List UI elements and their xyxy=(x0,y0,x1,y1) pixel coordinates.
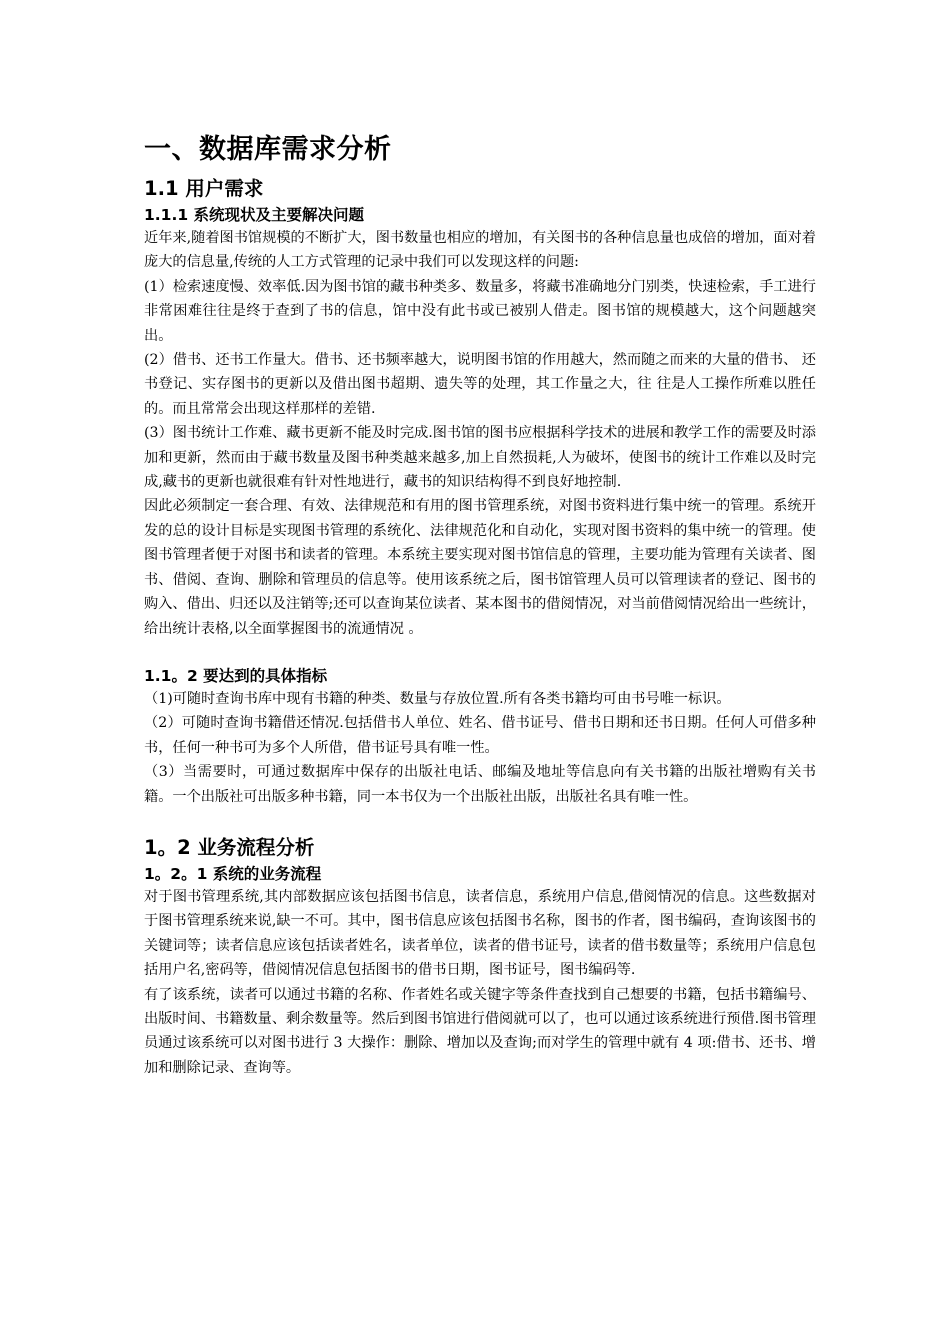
section-heading-1-1: 1.1 用户需求 xyxy=(144,177,264,200)
paragraph: 有了该系统，读者可以通过书籍的名称、作者姓名或关键字等条件查找到自己想要的书籍，包括书籍编号、出版时间、书籍数量、剩余数量等。然后到图书馆进行借阅就可以了，也可以通过该系统进行预借.图书管理员通过该系统可以对图书进行 3 大操作：删除、增加以及查询;而对学生的管理中就有 4 项:借书、还书、增加和删除记录、查询等。 xyxy=(144,986,816,1076)
paragraph: (1）检索速度慢、效率低.因为图书馆的藏书种类多、数量多，将藏书准确地分门别类，快速检索，手工进行非常困难往往是终于查到了书的信息，馆中没有此书或已被别人借走。图书馆的规模越大，这个问题越突出。 xyxy=(144,278,816,344)
section-heading-1-2: 1。2 业务流程分析 xyxy=(144,835,315,859)
spacer xyxy=(144,641,816,665)
paragraph: （1)可随时查询书库中现有书籍的种类、数量与存放位置.所有各类书籍均可由书号唯一标识。 xyxy=(144,690,731,707)
spacer xyxy=(144,809,816,833)
document-body xyxy=(144,128,816,1080)
page-title: 一、数据库需求分析 xyxy=(144,134,392,165)
paragraph: (3）图书统计工作难、藏书更新不能及时完成.图书馆的图书应根据科学技术的进展和教学工作的需要及时添加和更新，然而由于藏书数量及图书种类越来越多,加上自然损耗,人为破坏，使图书的统计工作难以及时完成,藏书的更新也就很难有针对性地进行，藏书的知识结构得不到良好地控制. xyxy=(144,425,816,491)
paragraph: （2）可随时查询书籍借还情况.包括借书人单位、姓名、借书证号、借书日期和还书日期。任何人可借多种书，任何一种书可为多个人所借，借书证号具有唯一性。 xyxy=(144,715,816,756)
subsection-heading-1-2-1: 1。2。1 系统的业务流程 xyxy=(144,864,322,883)
paragraph: 对于图书管理系统,其内部数据应该包括图书信息，读者信息，系统用户信息,借阅情况的信息。这些数据对于图书管理系统来说,缺一不可。其中，图书信息应该包括图书名称，图书的作者，图书编码，查询该图书的关键词等；读者信息应该包括读者姓名，读者单位，读者的借书证号，读者的借书数量等；系统用户信息包括用户名,密码等，借阅情况信息包括图书的借书日期，图书证号，图书编码等. xyxy=(144,888,816,979)
paragraph: （3）当需要时，可通过数据库中保存的出版社电话、邮编及地址等信息向有关书籍的出版社增购有关书籍。一个出版社可出版多种书籍，同一本书仅为一个出版社出版，出版社名具有唯一性。 xyxy=(144,764,816,805)
subsection-heading-1-1-2: 1.1。2 要达到的具体指标 xyxy=(144,666,328,685)
paragraph: 近年来,随着图书馆规模的不断扩大，图书数量也相应的增加，有关图书的各种信息量也成倍的增加，面对着庞大的信息量,传统的人工方式管理的记录中我们可以发现这样的问题: xyxy=(144,230,816,271)
paragraph: 因此必须制定一套合理、有效、法律规范和有用的图书管理系统，对图书资料进行集中统一的管理。系统开发的总的设计目标是实现图书管理的系统化、法律规范化和自动化，实现对图书资料的集中统一的管理。使图书管理者便于对图书和读者的管理。本系统主要实现对图书馆信息的管理，主要功能为管理有关读者、图书、借阅、查询、删除和管理员的信息等。使用该系统之后，图书馆管理人员可以管理读者的登记、图书的购入、借出、归还以及注销等;还可以查询某位读者、某本图书的借阅情况，对当前借阅情况给出一些统计，给出统计表格,以全面掌握图书的流通情况 。 xyxy=(144,498,816,637)
paragraph: (2）借书、还书工作量大。借书、还书频率越大，说明图书馆的作用越大，然而随之而来的大量的借书、 还书登记、实存图书的更新以及借出图书超期、遗失等的处理，其工作量之大，往 往是人工操作所难以胜任的。而且常常会出现这样那样的差错. xyxy=(144,352,816,417)
subsection-heading-1-1-1: 1.1.1 系统现状及主要解决问题 xyxy=(144,206,365,224)
